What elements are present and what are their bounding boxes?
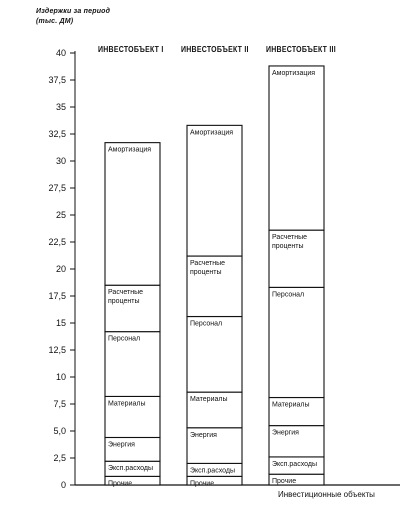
bar-segment xyxy=(269,287,324,397)
y-tick-label: 17,5 xyxy=(48,291,66,301)
y-axis-label-line-1: Издержки за период xyxy=(36,8,111,15)
category-title-2: ИНВЕСТОБЪЕКТ II xyxy=(181,44,249,54)
y-tick-label: 5,0 xyxy=(53,426,66,436)
y-tick-label: 22,5 xyxy=(48,237,66,247)
bar-segment-label: Персонал xyxy=(108,335,141,343)
bar-segment xyxy=(187,317,242,393)
y-tick-label: 32,5 xyxy=(48,129,66,139)
y-tick-label: 15 xyxy=(55,318,66,328)
bar-segment-label: Амортизация xyxy=(190,129,234,137)
bar-segment xyxy=(187,125,242,256)
bar-segment-label: Персонал xyxy=(190,320,223,328)
y-tick-label: 27,5 xyxy=(48,183,66,193)
bar-segment-label: Материалы xyxy=(190,396,228,404)
y-tick-label: 12,5 xyxy=(48,345,66,355)
bar-segment-label: Расчетные xyxy=(108,289,144,297)
bar-segment xyxy=(105,143,160,286)
y-tick-label: 37,5 xyxy=(48,75,66,85)
bar-segment-label: Энергия xyxy=(108,441,135,449)
bar-segment-label: проценты xyxy=(190,269,222,277)
category-title-1: ИНВЕСТОБЪЕКТ I xyxy=(98,44,164,54)
y-tick-label: 7,5 xyxy=(53,399,66,409)
bar-segment-label: Расчетные xyxy=(272,234,308,242)
bar-segment-label: Амортизация xyxy=(108,146,152,154)
y-tick-label: 25 xyxy=(55,210,66,220)
y-tick-label: 35 xyxy=(55,102,66,112)
bar-segment-label: Эксп.расходы xyxy=(272,460,317,468)
bar-segment-label: Материалы xyxy=(272,401,310,409)
bar-segment-label: Прочие xyxy=(190,480,215,488)
bar-segment-label: Персонал xyxy=(272,291,305,299)
bar-segment-label: Энергия xyxy=(272,429,299,437)
bar-segment-label: проценты xyxy=(272,243,304,251)
bar-segment-label: Эксп.расходы xyxy=(108,465,153,473)
category-title-3: ИНВЕСТОБЪЕКТ III xyxy=(266,44,336,54)
y-tick-label: 2,5 xyxy=(53,453,66,463)
y-tick-label: 40 xyxy=(55,48,66,58)
y-tick-label: 20 xyxy=(55,264,66,274)
bar-segment-label: Прочие xyxy=(272,478,297,486)
bar-segment-label: Эксп.расходы xyxy=(190,467,235,475)
bar-segment-label: проценты xyxy=(108,298,140,306)
y-tick-label: 0 xyxy=(60,480,66,490)
bar-segment-label: Амортизация xyxy=(272,69,316,77)
bar-segment-label: Энергия xyxy=(190,431,217,439)
bar-segment xyxy=(269,66,324,230)
x-axis-label: Инвестиционные объекты xyxy=(278,490,375,499)
bar-segment-label: Прочие xyxy=(108,480,133,488)
bar-segment-label: Расчетные xyxy=(190,260,226,268)
y-axis-label-line-2: (тыс. ДМ) xyxy=(36,18,74,25)
y-tick-label: 30 xyxy=(55,156,66,166)
bar-segment-label: Материалы xyxy=(108,400,146,408)
y-tick-label: 10 xyxy=(55,372,66,382)
